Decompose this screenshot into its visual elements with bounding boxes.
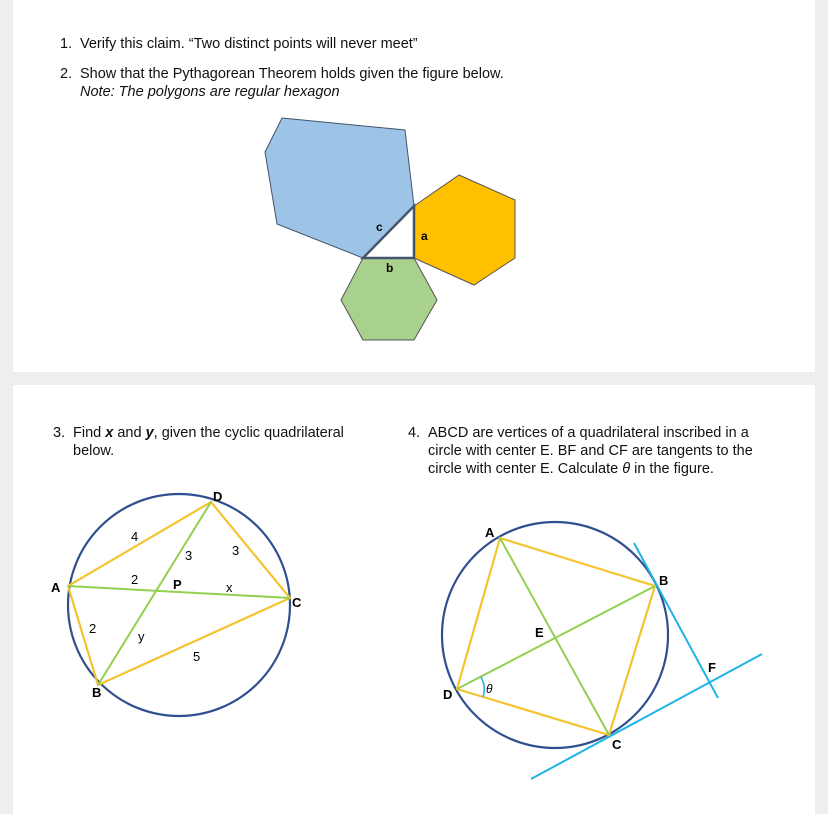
vertex-A-4: A <box>485 525 495 540</box>
length-PC: x <box>226 580 233 595</box>
variable-x: x <box>105 425 114 441</box>
diagonal-BD-4 <box>457 586 655 689</box>
question-4-number: 4. <box>408 425 421 441</box>
length-DC: 3 <box>232 543 240 558</box>
angle-theta-arc <box>481 677 484 697</box>
vertex-B: B <box>92 685 102 700</box>
question-2-number: 2. <box>60 66 73 82</box>
question-3-text-post: , given the cyclic quadrilateral below. <box>73 425 344 459</box>
vertex-A: A <box>51 580 61 595</box>
question-1-text: Verify this claim. “Two distinct points will never meet” <box>80 36 418 52</box>
angle-theta-label: θ <box>486 682 493 696</box>
tangent-CF <box>531 654 762 779</box>
length-DP: 3 <box>185 548 193 563</box>
vertex-D: D <box>213 489 223 504</box>
question-4-text-pre: ABCD are vertices of a quadrilateral inscribed in a circle with center E. BF and CF are tangents to the circle with center E. Calculate <box>428 425 753 477</box>
length-BP: y <box>138 629 145 644</box>
theta-symbol: θ <box>622 461 631 477</box>
vertex-C-4: C <box>612 737 622 752</box>
question-3-number: 3. <box>53 425 66 441</box>
question-2-text: Show that the Pythagorean Theorem holds given the figure below. <box>80 66 504 82</box>
vertex-C: C <box>292 595 302 610</box>
question-4-text-post: in the figure. <box>630 461 714 477</box>
question-2-note: Note: The polygons are regular hexagon <box>80 84 340 100</box>
question-3-text-and: and <box>113 425 146 441</box>
point-F: F <box>708 660 716 675</box>
vertex-B-4: B <box>659 573 669 588</box>
label-c: c <box>376 220 383 234</box>
tangent-BF <box>634 543 718 698</box>
point-P: P <box>173 577 182 592</box>
variable-y: y <box>145 425 154 441</box>
vertex-D-4: D <box>443 687 453 702</box>
center-E: E <box>535 625 544 640</box>
question-3-text-pre: Find <box>73 425 106 441</box>
length-AB: 2 <box>89 621 97 636</box>
length-BC: 5 <box>193 649 201 664</box>
label-b: b <box>386 261 394 275</box>
question-1-number: 1. <box>60 36 73 52</box>
label-a: a <box>421 229 428 243</box>
length-AP: 2 <box>131 572 139 587</box>
length-AD: 4 <box>131 529 139 544</box>
